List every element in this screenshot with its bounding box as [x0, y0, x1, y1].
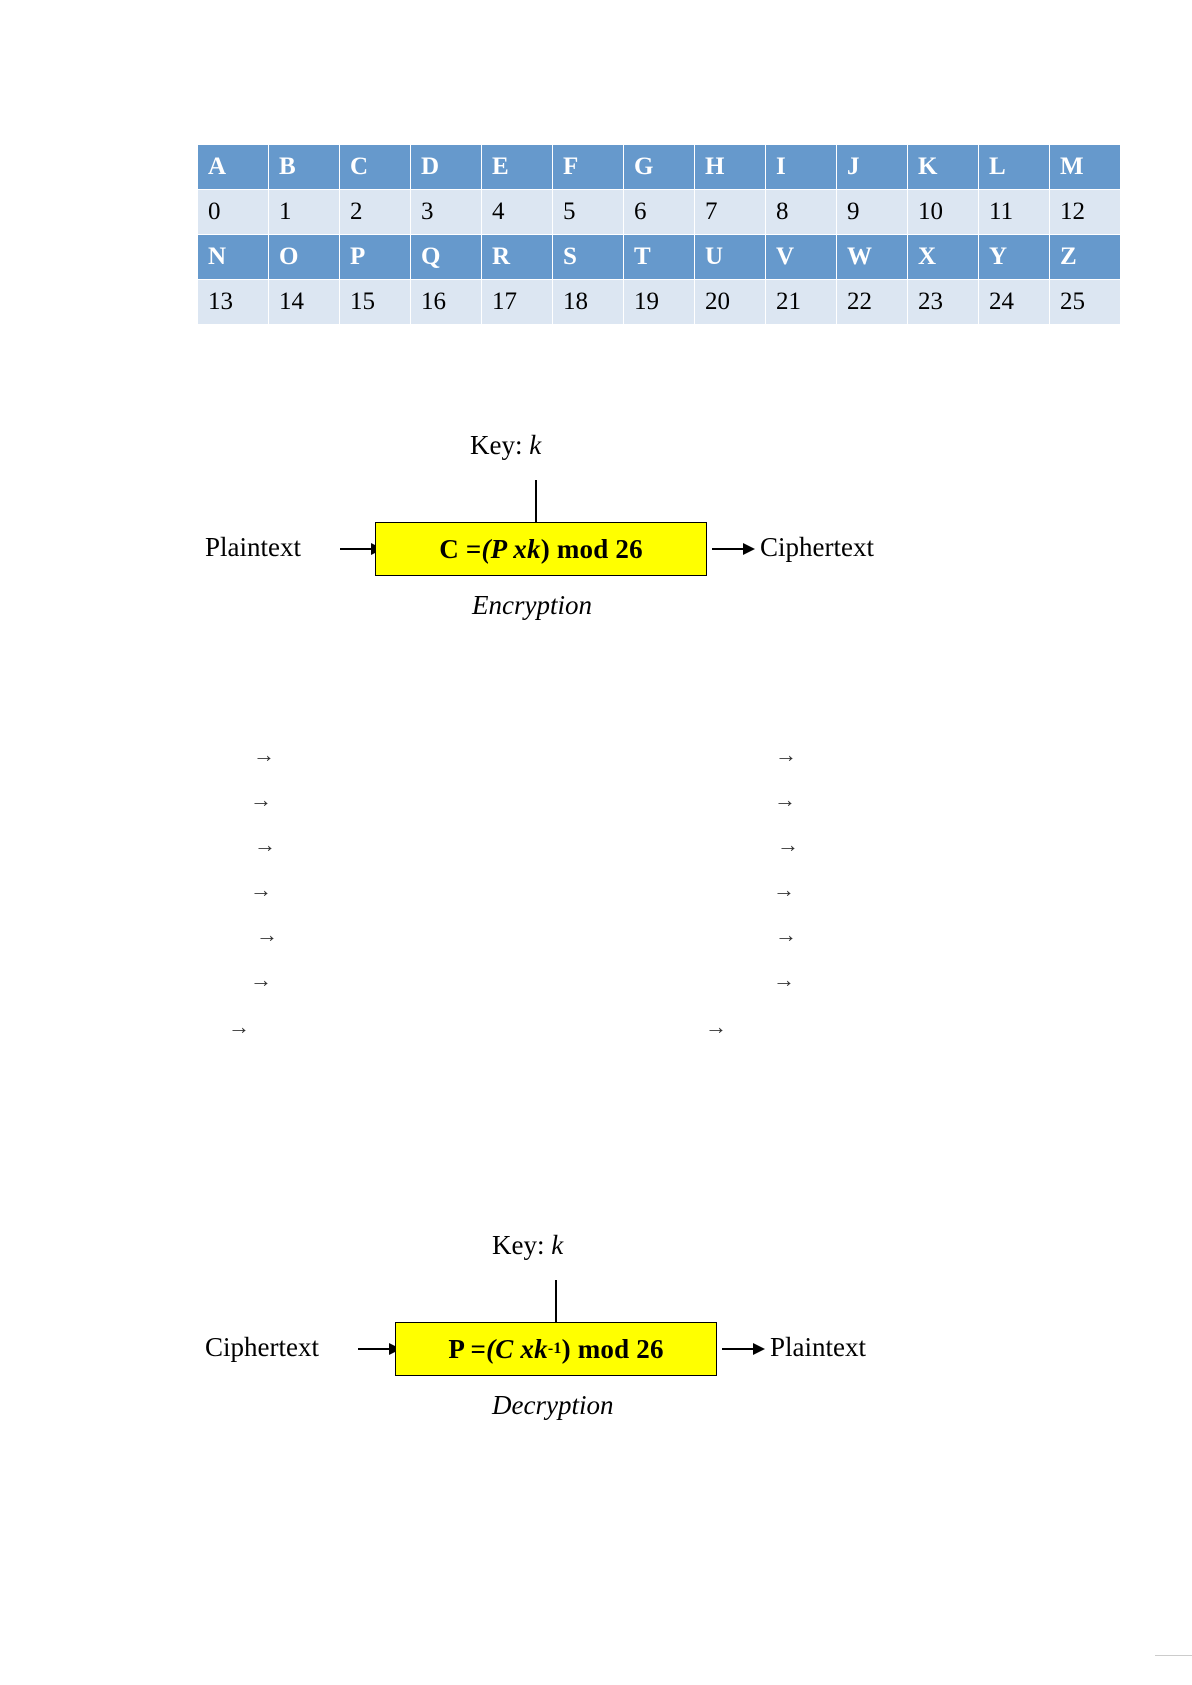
cell-number: 22 [837, 280, 908, 325]
cell-letter: O [269, 235, 340, 280]
cell-letter: R [482, 235, 553, 280]
cell-letter: P [340, 235, 411, 280]
table-row-letters-1 [198, 145, 1121, 190]
cell-letter: F [553, 145, 624, 190]
cell-number: 9 [837, 190, 908, 235]
cell-number: 25 [1050, 280, 1121, 325]
formula-key-variable: k [534, 1333, 548, 1364]
decryption-caption: Decryption [492, 1390, 614, 1420]
cell-number: 21 [766, 280, 837, 325]
cell-letter: B [269, 145, 340, 190]
mapping-arrow-icon: → [254, 832, 276, 857]
ciphertext-output-label: Ciphertext [760, 532, 874, 562]
cell-number: 18 [553, 280, 624, 325]
formula-exponent: -1 [547, 1340, 562, 1357]
table-row-numbers-1 [198, 190, 1121, 235]
cell-letter: C [340, 145, 411, 190]
cell-number: 12 [1050, 190, 1121, 235]
alphabet-table [197, 144, 1121, 325]
cell-number: 17 [482, 280, 553, 325]
key-text: Key: [470, 430, 530, 460]
table-row-numbers-2 [198, 280, 1121, 325]
cell-letter: D [411, 145, 482, 190]
cell-letter: U [695, 235, 766, 280]
mapping-arrow-icon: → [250, 877, 272, 902]
formula-lhs: C = [439, 533, 482, 564]
cell-letter: Q [411, 235, 482, 280]
plaintext-out-arrow-icon [722, 1348, 754, 1350]
cell-number: 13 [198, 280, 269, 325]
key-text: Key: [492, 1230, 552, 1260]
cell-number: 10 [908, 190, 979, 235]
ciphertext-input-label: Ciphertext [205, 1332, 319, 1362]
cell-number: 24 [979, 280, 1050, 325]
encryption-formula-box [375, 522, 707, 576]
cell-number: 7 [695, 190, 766, 235]
mapping-arrow-icon: → [250, 787, 272, 812]
cell-number: 3 [411, 190, 482, 235]
cell-letter: J [837, 145, 908, 190]
cell-letter: M [1050, 145, 1121, 190]
mapping-arrow-icon: → [253, 742, 275, 767]
cell-letter: S [553, 235, 624, 280]
cell-letter: G [624, 145, 695, 190]
cell-number: 15 [340, 280, 411, 325]
decryption-key-label [492, 1230, 563, 1261]
encryption-caption: Encryption [472, 590, 592, 620]
cell-letter: I [766, 145, 837, 190]
formula-key-variable: k [526, 533, 541, 564]
mapping-arrow-icon: → [775, 742, 797, 767]
cell-letter: K [908, 145, 979, 190]
mapping-arrow-icon: → [774, 787, 796, 812]
cell-letter: L [979, 145, 1050, 190]
encryption-key-label [470, 430, 541, 461]
plaintext-in-arrow-icon [340, 548, 372, 550]
plaintext-input-label: Plaintext [205, 532, 301, 562]
alphabet-index-table [197, 144, 1121, 325]
mapping-arrow-icon: → [250, 967, 272, 992]
cell-number: 19 [624, 280, 695, 325]
cell-number: 5 [553, 190, 624, 235]
ciphertext-out-arrow-icon [712, 548, 744, 550]
cell-letter: W [837, 235, 908, 280]
decryption-diagram [0, 1230, 1192, 1450]
formula-open: (P x [481, 533, 527, 564]
mapping-arrow-icon: → [777, 832, 799, 857]
cell-letter: H [695, 145, 766, 190]
decryption-formula-box [395, 1322, 717, 1376]
cell-number: 16 [411, 280, 482, 325]
mapping-arrow-icon: → [775, 922, 797, 947]
formula-open: (C x [486, 1333, 535, 1364]
plaintext-output-label: Plaintext [770, 1332, 866, 1362]
mapping-arrows-region [0, 735, 1192, 1055]
cell-letter: E [482, 145, 553, 190]
ciphertext-in-arrow-icon [358, 1348, 390, 1350]
cell-number: 8 [766, 190, 837, 235]
cell-number: 14 [269, 280, 340, 325]
formula-mod: ) mod 26 [561, 1333, 664, 1364]
mapping-arrow-icon: → [773, 877, 795, 902]
cell-number: 2 [340, 190, 411, 235]
formula-mod: ) mod 26 [540, 533, 643, 564]
cell-number: 0 [198, 190, 269, 235]
cell-letter: T [624, 235, 695, 280]
mapping-arrow-icon: → [773, 967, 795, 992]
cell-letter: X [908, 235, 979, 280]
page-divider [1155, 1655, 1192, 1656]
formula-lhs: P = [448, 1333, 487, 1364]
cell-letter: N [198, 235, 269, 280]
mapping-arrow-icon: → [705, 1014, 727, 1039]
key-variable: k [551, 1230, 564, 1260]
cell-number: 4 [482, 190, 553, 235]
key-variable: k [529, 430, 542, 460]
cell-letter: V [766, 235, 837, 280]
cell-number: 11 [979, 190, 1050, 235]
encryption-diagram [0, 430, 1192, 650]
cell-letter: Y [979, 235, 1050, 280]
table-row-letters-2 [198, 235, 1121, 280]
mapping-arrow-icon: → [228, 1014, 250, 1039]
cell-number: 23 [908, 280, 979, 325]
cell-letter: Z [1050, 235, 1121, 280]
cell-letter: A [198, 145, 269, 190]
cell-number: 1 [269, 190, 340, 235]
cell-number: 20 [695, 280, 766, 325]
cell-number: 6 [624, 190, 695, 235]
mapping-arrow-icon: → [256, 922, 278, 947]
